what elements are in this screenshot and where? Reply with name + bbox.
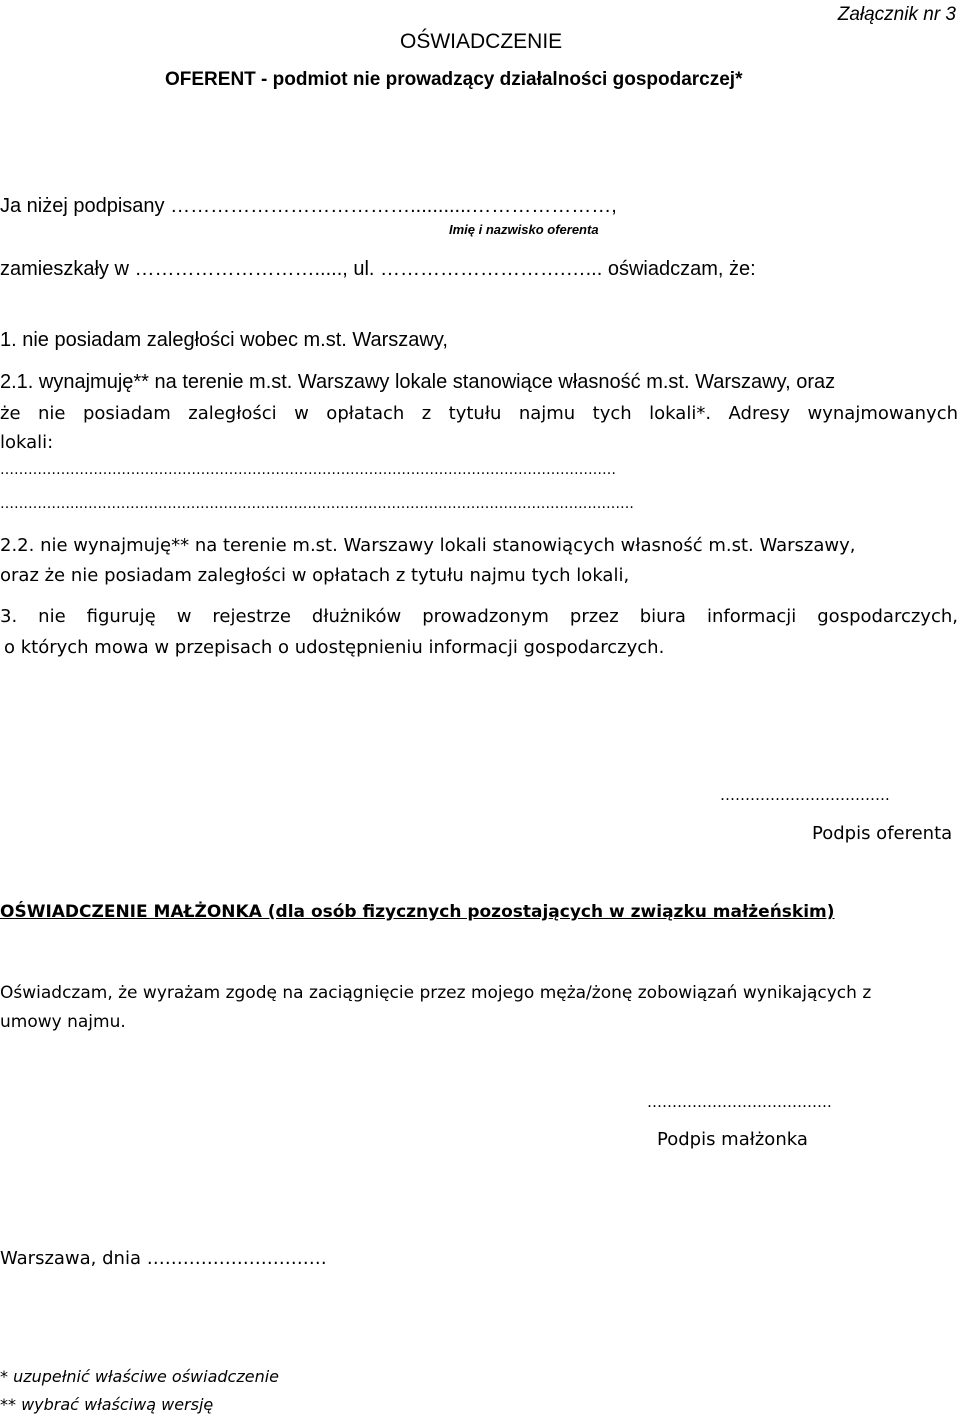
point-3-line-1: 3. nie figuruję w rejestrze dłużników prowadzonym przez biura informacji gospodarczych, bbox=[0, 606, 958, 627]
footnote-2: ** wybrać właściwą wersję bbox=[0, 1395, 214, 1414]
document-title: OŚWIADCZENIE bbox=[400, 30, 563, 53]
offeror-signature-dots: ……………………………. bbox=[720, 786, 890, 804]
annex-label: Załącznik nr 3 bbox=[837, 4, 956, 25]
spouse-consent-line-2: umowy najmu. bbox=[0, 1012, 126, 1032]
address-dots-1: …………………………………………………………………………………………………………………… bbox=[0, 462, 616, 478]
declarant-address-line: zamieszkały w ………………………....., ul. ……………………….…... oświadczam, że: bbox=[0, 258, 756, 280]
footnote-1: * uzupełnić właściwe oświadczenie bbox=[0, 1367, 279, 1386]
address-dots-2: ……………...………………………………………………………………………………………………………. bbox=[0, 496, 634, 512]
name-caption: Imię i nazwisko oferenta bbox=[449, 222, 599, 237]
document-subtitle: OFERENT - podmiot nie prowadzący działalności gospodarczej* bbox=[165, 69, 743, 90]
point-2-2-line-1: 2.2. nie wynajmuję** na terenie m.st. Warszawy lokali stanowiących własność m.st. Warszawy, bbox=[0, 535, 856, 556]
spouse-heading: OŚWIADCZENIE MAŁŻONKA (dla osób fizycznych pozostających w związku małżeńskim) bbox=[0, 902, 835, 922]
declarant-name-line: Ja niżej podpisany ………………………………...........…………………, bbox=[0, 195, 617, 217]
point-1: 1. nie posiadam zaległości wobec m.st. Warszawy, bbox=[0, 329, 448, 351]
point-2-1-line-2: że nie posiadam zaległości w opłatach z tytułu najmu tych lokali*. Adresy wynajmowanych bbox=[0, 403, 958, 424]
spouse-signature-label: Podpis małżonka bbox=[657, 1129, 808, 1150]
spouse-consent-line-1: Oświadczam, że wyrażam zgodę na zaciągnięcie przez mojego męża/żonę zobowiązań wynikających z bbox=[0, 983, 872, 1003]
point-2-1-line-3: lokali: bbox=[0, 432, 54, 453]
point-2-2-line-2: oraz że nie posiadam zaległości w opłatach z tytułu najmu tych lokali, bbox=[0, 565, 630, 586]
point-2-1-line-1: 2.1. wynajmuję** na terenie m.st. Warszawy lokale stanowiące własność m.st. Warszawy, oraz bbox=[0, 371, 836, 393]
place-and-date: Warszawa, dnia ………………………… bbox=[0, 1248, 327, 1269]
point-3-line-2: o których mowa w przepisach o udostępnieniu informacji gospodarczych. bbox=[4, 637, 665, 658]
offeror-signature-label: Podpis oferenta bbox=[812, 823, 953, 844]
spouse-signature-dots: ………………………………. bbox=[647, 1093, 832, 1111]
